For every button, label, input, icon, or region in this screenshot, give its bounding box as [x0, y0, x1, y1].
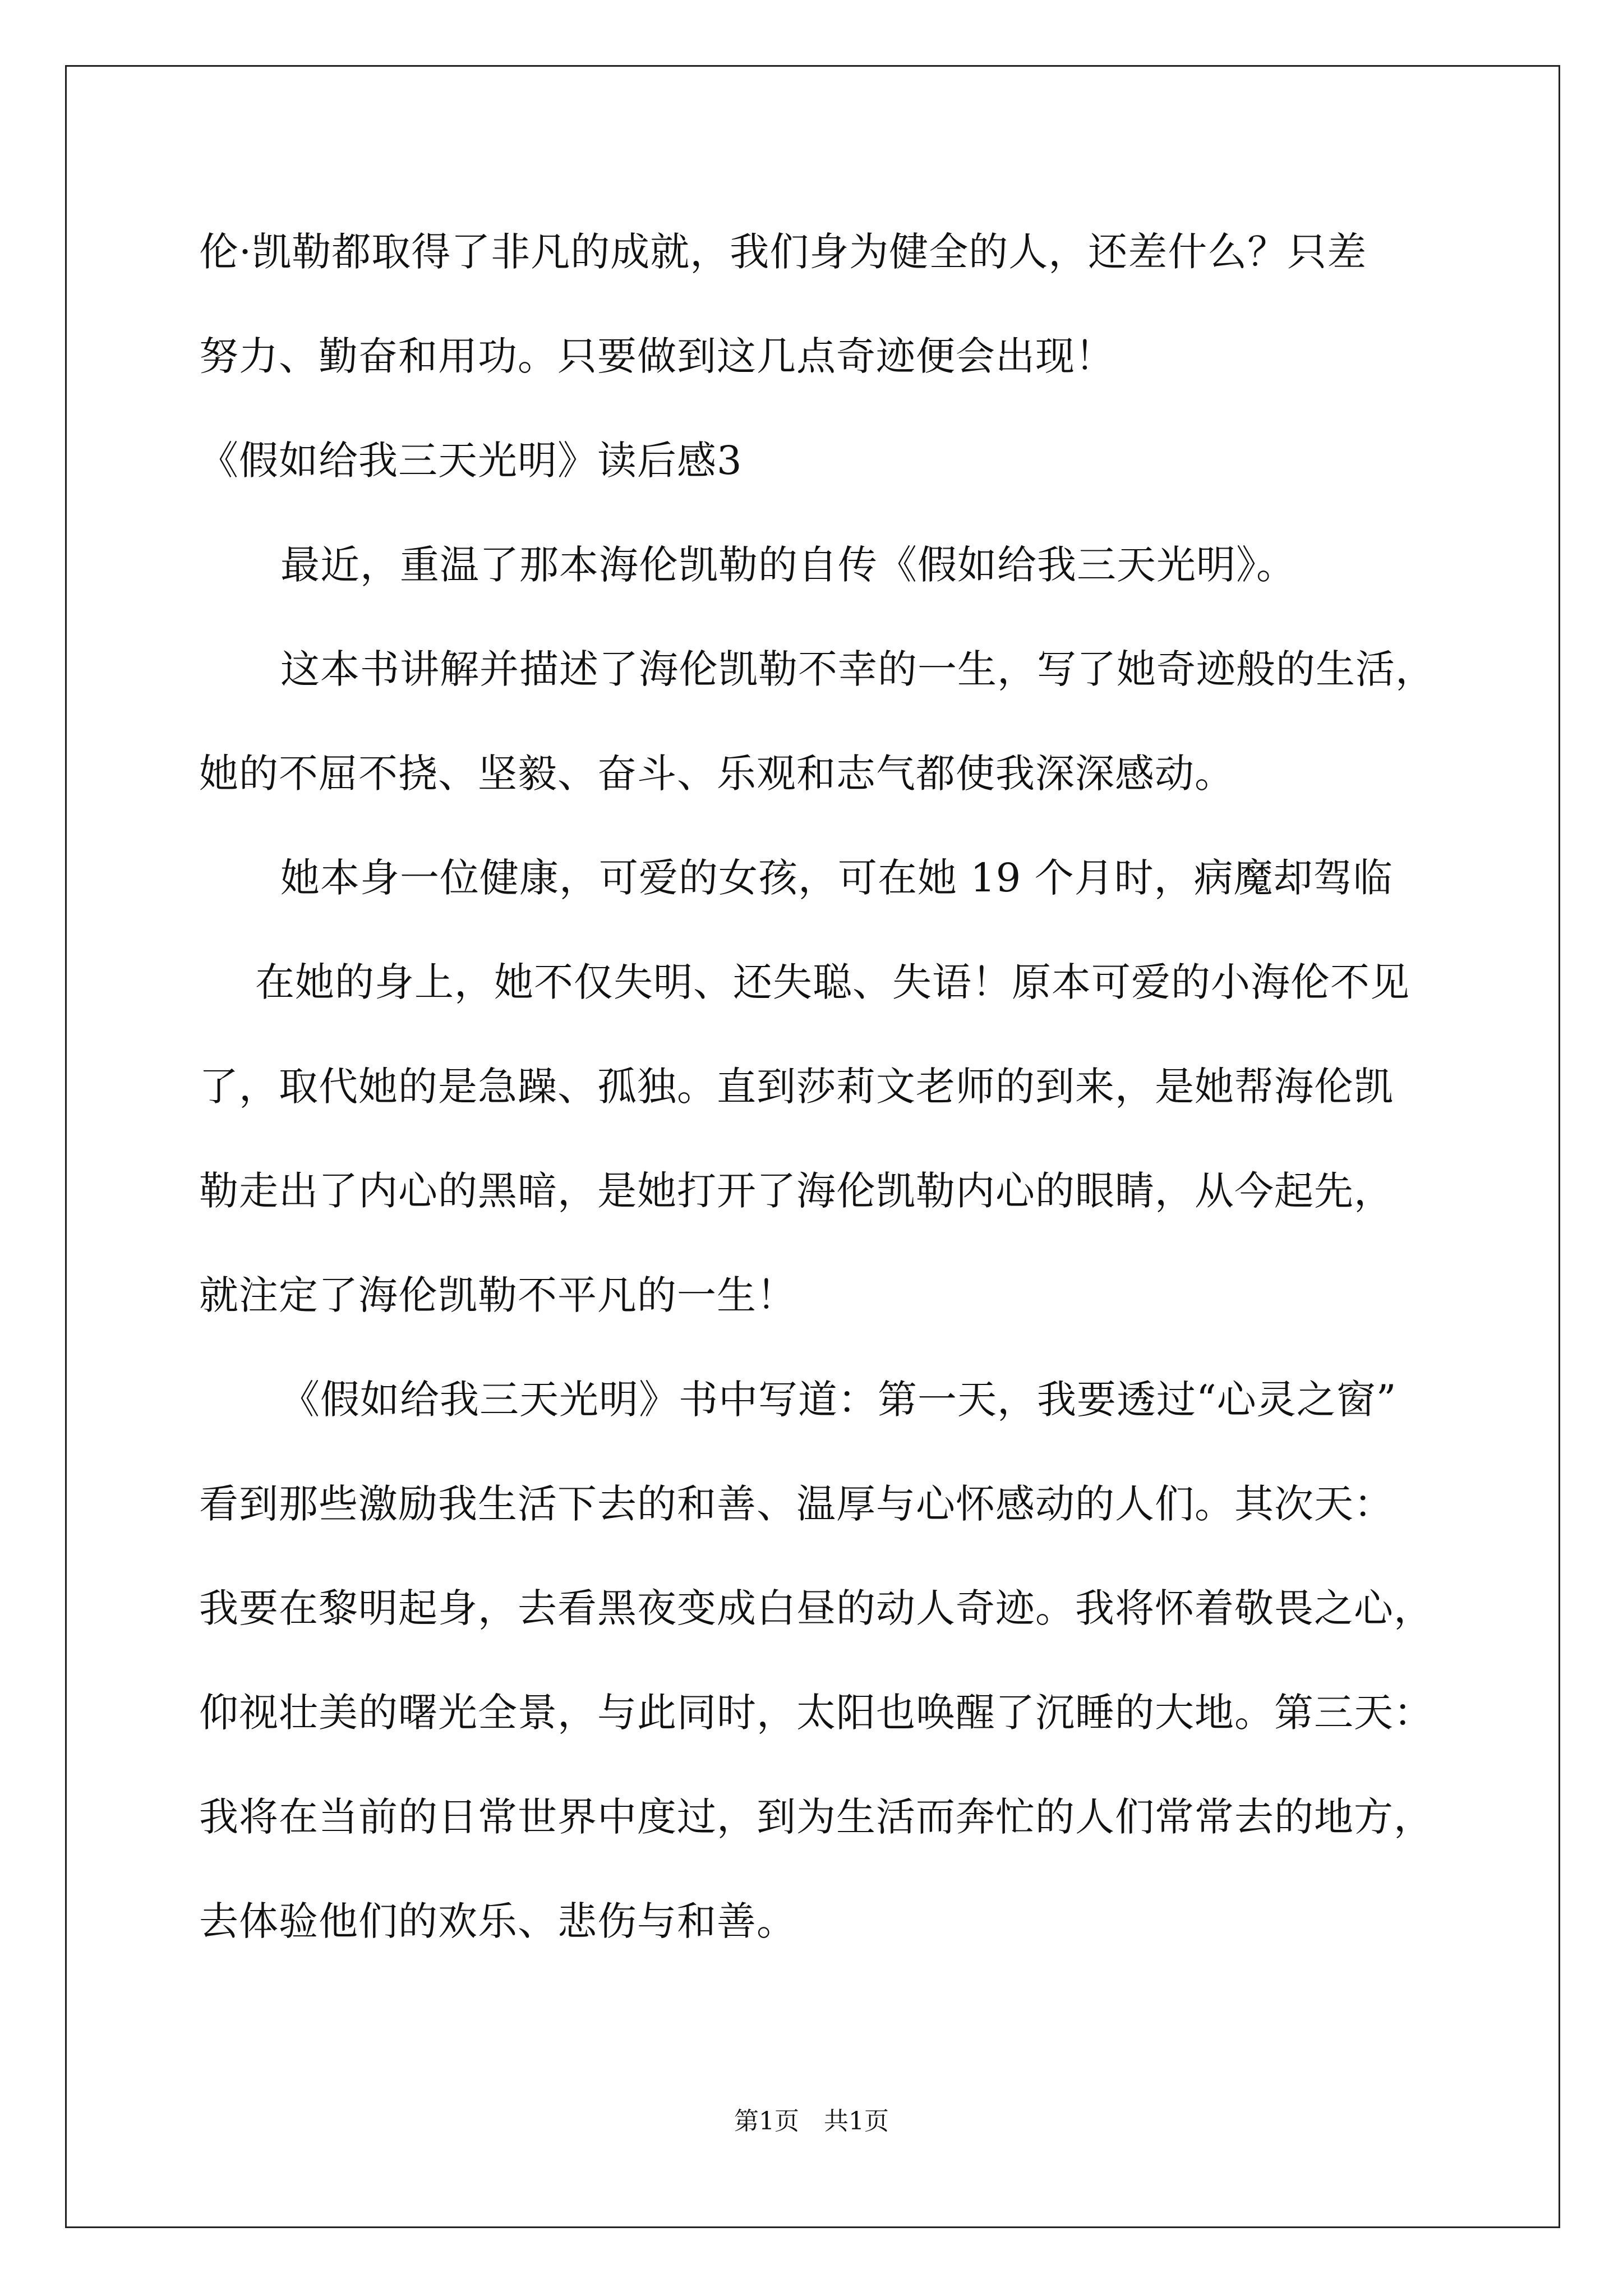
text-line: 我将在当前的日常世界中度过，到为生活而奔忙的人们常常去的地方， — [199, 1794, 1433, 1840]
paragraph-start: 她本身一位健康，可爱的女孩，可在她 19 个月时，病魔却驾临 — [280, 855, 1393, 901]
text-line: 就注定了海伦凯勒不平凡的一生！ — [199, 1272, 796, 1318]
text-line: 仰视壮美的曙光全景，与此同时，太阳也唤醒了沉睡的大地。第三天： — [199, 1690, 1433, 1736]
text-line: 去体验他们的欢乐、悲伤与和善。 — [199, 1898, 796, 1944]
paragraph-start: 这本书讲解并描述了海伦凯勒不幸的一生，写了她奇迹般的生活， — [280, 646, 1435, 692]
text-line: 在她的身上，她不仅失明、还失聪、失语！原本可爱的小海伦不见 — [255, 959, 1410, 1005]
section-heading: 《假如给我三天光明》读后感3 — [199, 438, 743, 484]
page-footer: 第1页 共1页 — [734, 2107, 889, 2136]
text-line: 努力、勤奋和用功。只要做到这几点奇迹便会出现！ — [199, 333, 1115, 379]
text-line: 勒走出了内心的黑暗，是她打开了海伦凯勒内心的眼睛，从今起先， — [199, 1168, 1394, 1214]
text-line: 了，取代她的是急躁、孤独。直到莎莉文老师的到来，是她帮海伦凯 — [199, 1064, 1394, 1110]
text-line: 她的不屈不挠、坚毅、奋斗、乐观和志气都使我深深感动。 — [199, 751, 1234, 797]
paragraph-start: 最近，重温了那本海伦凯勒的自传《假如给我三天光明》。 — [280, 542, 1296, 588]
text-line: 我要在黎明起身，去看黑夜变成白昼的动人奇迹。我将怀着敬畏之心， — [199, 1585, 1433, 1631]
paragraph-start: 《假如给我三天光明》书中写道：第一天，我要透过“心灵之窗” — [280, 1377, 1397, 1423]
text-line: 伦·凯勒都取得了非凡的成就，我们身为健全的人，还差什么？只差 — [199, 229, 1367, 275]
text-line: 看到那些激励我生活下去的和善、温厚与心怀感动的人们。其次天： — [199, 1481, 1394, 1527]
